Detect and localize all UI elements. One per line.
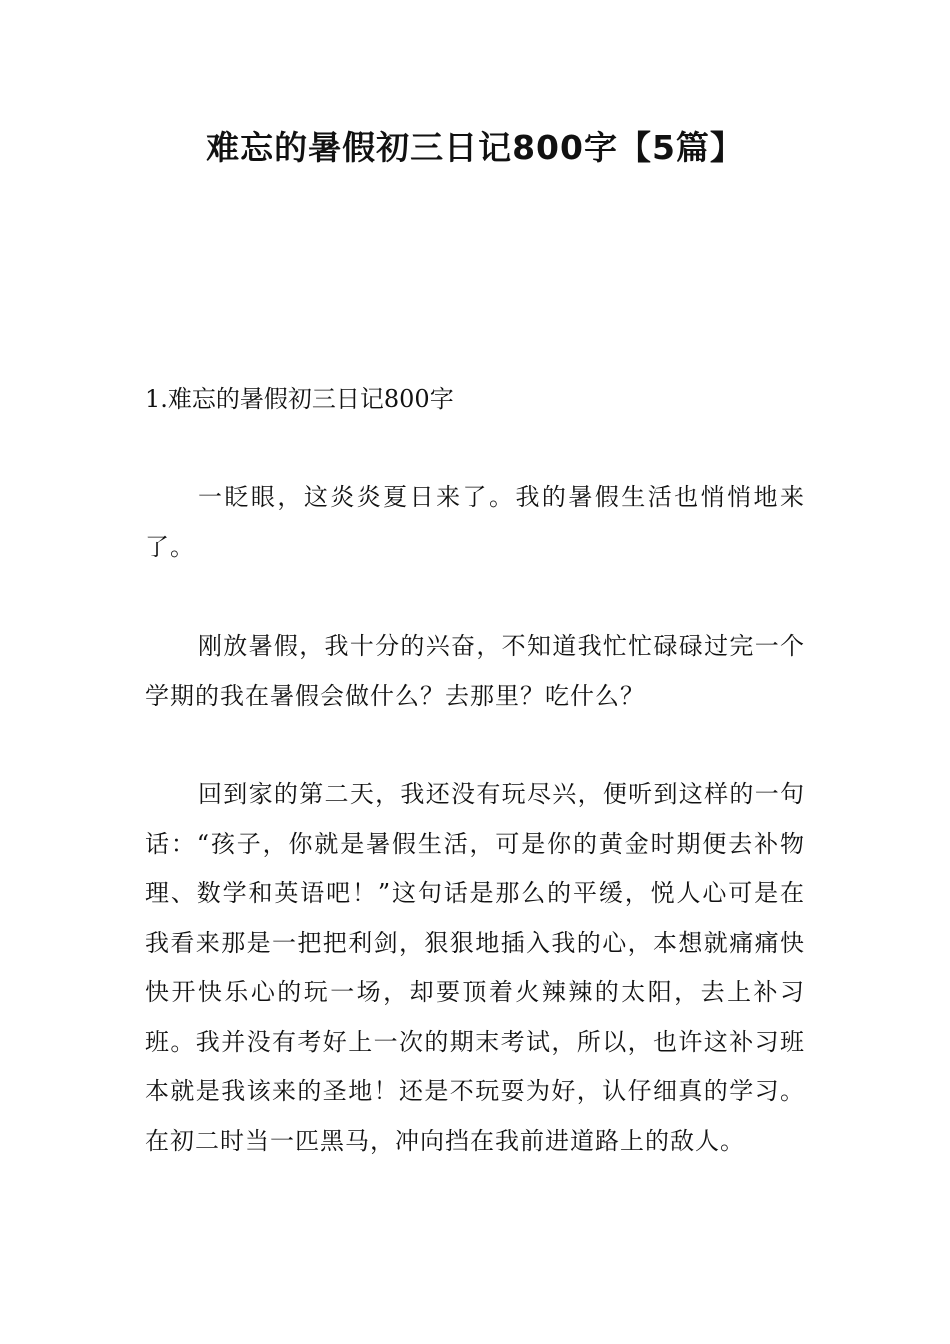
paragraph-3: 回到家的第二天，我还没有玩尽兴，便听到这样的一句话：“孩子，你就是暑假生活，可是你的黄金时期便去补物理、数学和英语吧！”这句话是那么的平缓，悦人心可是在我看来那是一把把利剑，狠狠地插入我的心，本想就痛痛快快开快乐心的玩一场，却要顶着火辣辣的太阳，去上补习班。我并没有考好上一次的期末考试，所以，也许这补习班本就是我该来的圣地！还是不玩耍为好，认仔细真的学习。在初二时当一匹黑马，冲向挡在我前进道路上的敌人。 — [145, 780, 805, 1155]
document-title: 难忘的暑假初三日记800字【5篇】 — [206, 128, 744, 167]
section-heading: 1.难忘的暑假初三日记800字 — [145, 385, 454, 413]
paragraph-2: 刚放暑假，我十分的兴奋，不知道我忙忙碌碌过完一个学期的我在暑假会做什么？去那里？吃什么？ — [145, 632, 805, 710]
paragraph-1: 一眨眼，这炎炎夏日来了。我的暑假生活也悄悄地来了。 — [145, 483, 805, 561]
